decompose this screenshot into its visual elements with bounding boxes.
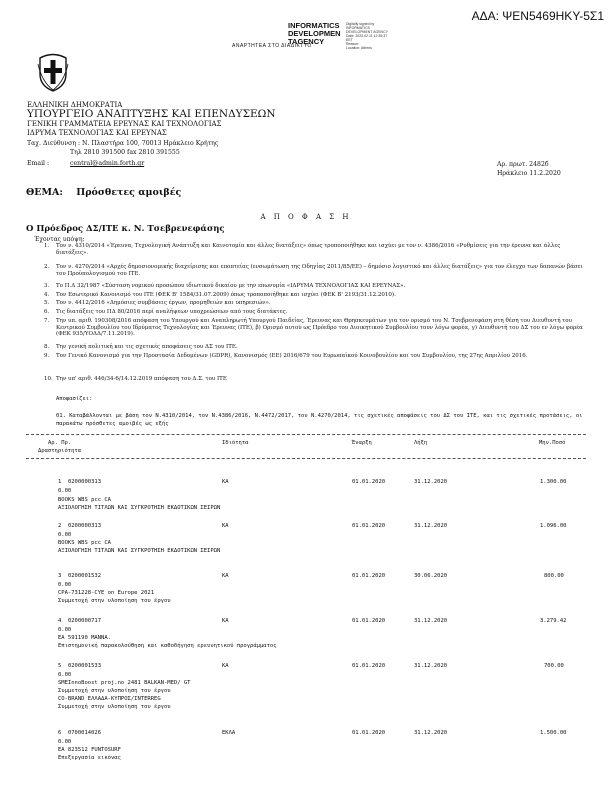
president-title: Ο Πρόεδρος ΔΣ/ΙΤΕ κ. Ν. Τσεβρενεφάσης (26, 224, 225, 234)
item-text: Τον Γενικό Κανονισμό για την Προστασία Δεδομένων (GDPR), Κανονισμός (ΕΕ) 2016/679 του Ευρωπαϊκού Κοινοβουλίου και του Συμβουλίου, της 27ης Απριλίου 2016. (56, 353, 528, 359)
stamp-line: TAGENCY (288, 37, 325, 46)
email-link[interactable]: central@admin.forth.gr (70, 160, 145, 167)
row-index: 4 (58, 618, 62, 624)
item-text: Τον ν. 4310/2014 «Έρευνα, Τεχνολογική Ανάπτυξη και Καινοτομία και άλλες διατάξεις» όπως τροποποιήθηκε και ισχύει με τον ν. 4386/2016 «Ρυθμίσεις για την έρευνα και άλλες διατάξεις». (56, 243, 561, 256)
decides-label: Αποφασίζει: (56, 396, 93, 402)
row-code-value: 0200000313 (67, 479, 102, 485)
stamp-detail: EET (346, 38, 353, 42)
row-code-value: 0200001533 (67, 663, 102, 669)
row-type: ΚΑ (222, 479, 229, 485)
item-text: Τον Εσωτερικό Κανονισμό του ΙΤΕ (ΦΕΚ Β' 1584/31.07.2009) όπως τροποποιήθηκε και ισχύει (ΦΕΚ Β' 2193/31.12.2010). (56, 292, 396, 298)
row-line: Συμμετοχή στην υλοποίηση του έργου (58, 598, 171, 604)
col-amount: Μην.Ποσό (539, 440, 566, 446)
row-type: ΕΚΛΑ (222, 730, 236, 736)
item-number: 3. (44, 283, 50, 289)
row-code-value: 0700014026 (67, 730, 102, 736)
ministry-name: ΥΠΟΥΡΓΕΙΟ ΑΝΑΠΤΥΞΗΣ ΚΑΙ ΕΠΕΝΔΥΣΕΩΝ (27, 108, 276, 120)
row-line: Συμμετοχή στην υλοποίηση του έργου (58, 688, 171, 694)
item-number: 5. (44, 300, 50, 306)
row-start: 01.01.2020 (352, 573, 386, 579)
row-index: 3 (58, 573, 62, 579)
list-item (44, 344, 586, 351)
divider (26, 434, 586, 435)
protocol-number: Αρ. πρωτ. 2482б (497, 161, 549, 168)
decision-text: 01. Καταβάλλονται με βάση τον Ν.4310/2014, τον Ν.4386/2016, Ν.4472/2017, τον Ν.4270/2014, τις σχετικές αποφάσεις του ΔΣ του ΙΤΕ, και τις σχετικές προτάσεις, οι παρακάτω πρόσθετες αμοιβές ως εξής (56, 413, 583, 427)
publish-notice: ΑΝΑΡΤΗΤΕΑ ΣΤΟ ΔΙΑΔΙΚΤΥΟ (232, 43, 312, 49)
row-line: Συμμετοχή στην υλοποίηση του έργου (58, 704, 171, 710)
row-line: ΕΑ 591190 MANNA. (58, 635, 111, 641)
list-item (44, 283, 586, 290)
col-start: Έναρξη (352, 440, 372, 446)
foundation-name: ΙΔΡΥΜΑ ΤΕΧΝΟΛΟΓΙΑΣ ΚΑΙ ΕΡΕΥΝΑΣ (27, 129, 167, 137)
row-code (58, 573, 101, 579)
item-text: Τις διατάξεις του ΠΔ 80/2016 περί αναλήψεων υποχρεώσεων από τους διατάκτες. (56, 309, 288, 315)
list-item (44, 292, 586, 299)
stamp-detail: Digitally signed by (346, 22, 375, 26)
row-start: 01.01.2020 (352, 618, 386, 624)
row-line: BOOKS WBS pcc CA (58, 540, 111, 546)
row-start: 01.01.2020 (352, 523, 386, 529)
row-code-value: 0200000313 (67, 523, 102, 529)
row-type: ΚΑ (222, 573, 229, 579)
row-start: 01.01.2020 (352, 730, 386, 736)
state-name: ΕΛΛΗΝΙΚΗ ΔΗΜΟΚΡΑΤΙΑ (27, 101, 123, 109)
list-item (44, 376, 586, 383)
item-text: Τον ν. 4412/2016 «Δημόσιες συμβάσεις έργων, προμηθειών και υπηρεσιών». (56, 300, 271, 306)
item-number: 8. (44, 344, 50, 350)
stamp-detail: DEVELOPMENT AGENCY (346, 30, 388, 34)
row-type: ΚΑ (222, 618, 229, 624)
row-extra: 0.00 (58, 488, 72, 494)
list-item (44, 264, 586, 277)
row-line: CPA-731228-CYE on Europe 2021 (58, 590, 155, 596)
stamp-line: INFORMATICS (288, 21, 340, 30)
row-type: ΚΑ (222, 523, 229, 529)
subject (26, 187, 181, 198)
row-line: ΑΞΙΟΛΟΓΗΣΗ ΤΙΤΛΩΝ ΚΑΙ ΣΥΓΚΡΟΤΗΣΗ ΕΚΔΟΤΙΚΩΝ ΣΕΙΡΩΝ (58, 548, 221, 554)
row-index: 6 (58, 730, 62, 736)
item-text: Τον ν. 4270/2014 «Αρχές δημοσιονομικής διαχείρισης και εποπτείας (ενσωμάτωση της Οδηγίας 2011/85/ΕΕ) – δημόσιο λογιστικό και άλλες διατάξεις» για τον έλεγχο των δαπανών βάσει του Προϋπολογισμού του ΙΤΕ. (56, 264, 583, 277)
row-end: 31.12.2020 (414, 730, 448, 736)
row-line: ΕΑ 823512 FUNTOSURF (58, 747, 121, 753)
document-date: Ηράκλειο 11.2.2020 (497, 170, 561, 177)
row-code (58, 523, 101, 529)
considering-label: Έχοντας υπόψη: (34, 236, 85, 243)
address: Ταχ. Διεύθυνση : Ν. Πλαστήρα 100, 70013 Ηράκλειο Κρήτης (27, 140, 219, 147)
item-number: 10. (44, 376, 53, 382)
stamp-detail: Date: 2020.02.11 12:35:37 (346, 34, 388, 38)
row-index: 5 (58, 663, 62, 669)
row-amount: 1.500.00 (540, 730, 567, 736)
item-text: Το Π.Δ 32/1987 «Σύσταση νομικού προσώπου ιδιωτικού δικαίου με την επωνυμία «ΙΔΡΥΜΑ ΤΕΧΝΟΛΟΓΙΑΣ ΚΑΙ ΕΡΕΥΝΑΣ». (56, 283, 406, 289)
col-ar: Αρ. Πρ. (48, 440, 72, 446)
row-line: Επιστημονική παρακολούθηση και καθοδήγηση ερευνητικού προγράμματος (58, 643, 277, 649)
row-extra: 0.00 (58, 582, 72, 588)
stamp-line: DEVELOPMEN (288, 29, 341, 38)
item-number: 9. (44, 353, 50, 359)
stamp-detail: Reason: (346, 42, 360, 46)
divider (26, 458, 586, 459)
col-end: Λήξη (414, 440, 428, 446)
item-number: 4. (44, 292, 50, 298)
row-type: ΚΑ (222, 663, 229, 669)
row-line: SMEInnoBoost proj.no 2481 BALKAN-MED/ GT (58, 680, 191, 686)
item-text: Την υπ' αριθ. 446/34-6/14.12.2019 απόφαση του Δ.Σ. του ΙΤΕ (56, 376, 227, 382)
col-ident: Ιδιότητα (222, 440, 249, 446)
stamp-detail: Location: Athens (346, 46, 372, 50)
row-line: ΑΞΙΟΛΟΓΗΣΗ ΤΙΤΛΩΝ ΚΑΙ ΣΥΓΚΡΟΤΗΣΗ ΕΚΔΟΤΙΚΩΝ ΣΕΙΡΩΝ (58, 505, 221, 511)
row-amount: 3.279.42 (540, 618, 567, 624)
decision-heading: Α Π Ο Φ Α Σ Η (260, 213, 352, 221)
row-code-value: 0200001532 (67, 573, 102, 579)
item-number: 7. (44, 318, 50, 324)
ada-code: ΑΔΑ: ΨΕΝ5469ΗΚΥ-5Σ1 (471, 9, 604, 23)
row-extra: 0.00 (58, 739, 72, 745)
row-code-value: 0200000717 (67, 618, 102, 624)
list-item (44, 300, 586, 307)
phone: Τηλ 2810 391500 fax 2810 391555 (70, 149, 180, 156)
row-end: 31.12.2020 (414, 618, 448, 624)
row-end: 31.12.2020 (414, 523, 448, 529)
row-extra: 0.00 (58, 672, 72, 678)
row-code (58, 618, 101, 624)
row-extra: 0.00 (58, 532, 72, 538)
row-end: 31.12.2020 (414, 479, 448, 485)
row-line: CO-BRAND ΕΛΛΑΔΑ-ΚΥΠΡΟΣ/INTERREG (58, 696, 161, 702)
greek-emblem-icon (36, 52, 70, 92)
email-label: Email : (27, 160, 50, 167)
list-item (44, 318, 586, 338)
row-extra: 0.00 (58, 627, 72, 633)
subject-text: Πρόσθετες αμοιβές (76, 187, 182, 198)
row-end: 30.06.2020 (414, 573, 448, 579)
row-code (58, 663, 101, 669)
stamp-detail: INFORMATICS (346, 26, 370, 30)
secretariat-name: ΓΕΝΙΚΗ ΓΡΑΜΜΑΤΕΙΑ ΕΡΕΥΝΑΣ ΚΑΙ ΤΕΧΝΟΛΟΓΙΑΣ (27, 120, 222, 128)
row-code (58, 479, 101, 485)
row-amount: 700.00 (544, 663, 564, 669)
list-item (44, 309, 586, 316)
list-item (44, 353, 586, 360)
row-amount: 1.096.00 (540, 523, 567, 529)
row-amount: 800.00 (544, 573, 564, 579)
row-start: 01.01.2020 (352, 479, 386, 485)
item-text: Την γενική πολιτική και τις σχετικές αποφάσεις του ΔΣ του ΙΤΕ. (56, 344, 238, 350)
row-line: Επεξεργασία εικόνας (58, 755, 121, 761)
row-amount: 1.300.00 (540, 479, 567, 485)
row-end: 31.12.2020 (414, 663, 448, 669)
row-code (58, 730, 101, 736)
col-activity: Δραστηριότητα (38, 448, 82, 454)
row-line: BOOKS WBS pcc CA (58, 497, 111, 503)
item-text: Την υπ. αριθ. 190308/2016 απόφαση του Υπουργού και Αναπληρωτή Υπουργού Παιδείας, Έρευνας και Θρησκευμάτων για τον ορισμό του Ν. Τσεβρενεφάση στη θέση του Διευθυντή του Κεντρικού Συμβουλίου του Ιδρύματος Τεχνολογίας και Έρευνας (ΙΤΕ), β) Ορισμό αυτού ως Πρόεδρο του Διοικητικού Συμβουλίου τουν λόγω φορέα, γ) Διευθυντή του ΔΣ του εν λόγω φορέα (ΦΕΚ 935/ΥΟΔΔ/7.11.2019). (56, 318, 583, 337)
list-item (44, 243, 586, 256)
item-number: 1. (44, 243, 50, 249)
row-start: 01.01.2020 (352, 663, 386, 669)
row-index: 2 (58, 523, 62, 529)
stamp-details (346, 22, 388, 50)
item-number: 6. (44, 309, 50, 315)
item-number: 2. (44, 264, 50, 270)
row-index: 1 (58, 479, 62, 485)
subject-label: ΘΕΜΑ: (26, 187, 63, 198)
